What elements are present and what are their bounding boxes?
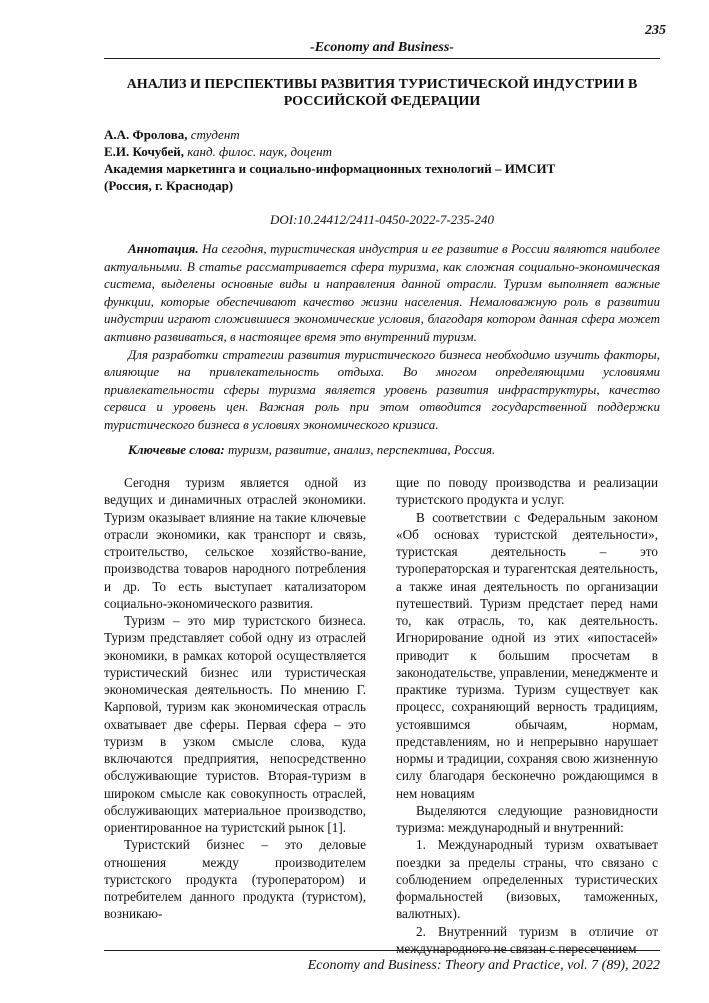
body-column-left <box>104 474 366 923</box>
author-2-name: Е.И. Кочубей, <box>104 144 184 159</box>
body-paragraph: Выделяются следующие разновидности туризма: международный и внутренний: <box>396 802 658 835</box>
abstract-label: Аннотация. <box>128 241 199 256</box>
author-block <box>104 126 660 194</box>
keywords-text: туризм, развитие, анализ, перспектива, Россия. <box>228 442 496 457</box>
author-2 <box>104 143 660 160</box>
keywords-label: Ключевые слова: <box>128 442 225 457</box>
author-1 <box>104 126 660 143</box>
affiliation-line-2: (Россия, г. Краснодар) <box>104 178 234 193</box>
footer-rule <box>104 950 660 951</box>
abstract-paragraph-1 <box>104 240 660 346</box>
page-number: 235 <box>645 23 666 38</box>
body-paragraph: 2. Внутренний туризм в отличие от международного не связан с пересечением <box>396 923 658 956</box>
running-head: -Economy and Business- <box>310 40 454 55</box>
author-1-name: А.А. Фролова, <box>104 127 188 142</box>
abstract-paragraph-2: Для разработки стратегии развития туристического бизнеса необходимо изучить факторы, влияющие на привлекательность отдыха. Во многом определяющими условиями привлекательности сферы туризма является уровень развития инфраструктуры, качество сервиса и уровень цен. Важная роль при этом отводится государственной поддержки туристического бизнеса в условиях экономического кризиса. <box>104 346 660 432</box>
abstract-text-1: На сегодня, туристическая индустрия и ее развитие в России являются наиболее актуальными. В статье рассматривается сфера туризма, как сложная социально-экономическая система, выделены основные виды и направления данной отрасли. Туризм выполняет важные функции, которые обеспечивают качество жизни населения. Немаловажную роль в развитии индустрии играют сложившиеся экономические условия, благодаря котором данная сфера может активно развиваться, в настоящее время это внутренний туризм. <box>104 241 661 344</box>
body-column-right <box>396 474 658 957</box>
author-1-role: студент <box>190 127 240 142</box>
body-paragraph-continued: щие по поводу производства и реализации туристского продукта и услуг. <box>396 475 658 508</box>
abstract <box>104 240 660 434</box>
author-2-role: канд. филос. наук, доцент <box>187 144 332 159</box>
journal-citation: Economy and Business: Theory and Practice, vol. 7 (89), 2022 <box>307 958 660 973</box>
keywords <box>104 441 660 458</box>
body-paragraph: Туристский бизнес – это деловые отношения между производителем туристского продукта (туроператором) и потребителем данного продукта (туристом), возникаю- <box>104 837 366 922</box>
doi: DOI:10.24412/2411-0450-2022-7-235-240 <box>270 212 494 227</box>
header-rule <box>104 58 660 59</box>
affiliation-line-1: Академия маркетинга и социально-информационных технологий – ИМСИТ <box>104 161 556 176</box>
body-paragraph: В соответствии с Федеральным законом «Об основах туристской деятельности», туристская деятельность – это туроператорская и турагентская деятельность, а также иная деятельность по организации путешествий. Туризм предстает перед нами то, как отрасль, то, как деятельность. Игнорирование одной из этих «ипостасей» приводит к большим просчетам в законодательстве, управлении, менеджменте и практике туризма. Туризм существует как процесс, сохраняющий верность традициям, устоявшимся обычаям, нормам, представлениям, но и непрерывно нарушает нормы и традиции, сохраняя свою жизненную силу благодаря бесконечно рождающимся в нем новациям <box>396 509 658 801</box>
article-title: АНАЛИЗ И ПЕРСПЕКТИВЫ РАЗВИТИЯ ТУРИСТИЧЕСКОЙ ИНДУСТРИИ В РОССИЙСКОЙ ФЕДЕРАЦИИ <box>126 77 638 109</box>
body-paragraph: Сегодня туризм является одной из ведущих и динамичных отраслей экономики. Туризм оказывает влияние на такие ключевые отрасли экономики, как транспорт и связь, строительство, сельское хозяйство-вание, производства товаров народного потребления и др. То есть выступает катализатором социально-экономического развития. <box>104 475 366 611</box>
body-paragraph: 1. Международный туризм охватывает поездки за пределы страны, что связано с соблюдением определенных туристических формальностей (визовых, таможенных, валютных). <box>396 837 658 922</box>
body-paragraph: Туризм – это мир туристского бизнеса. Туризм представляет собой одну из отраслей экономики, в рамках которой осуществляется туристический бизнес или туристическая экономическая деятельность. По мнению Г. Карповой, туризм как экономическая отрасль охватывает две сферы. Первая сфера – это туризм в узком смысле слова, куда включаются предприятия, непосредственно обслуживающие туристов. Вторая-туризм в широком смысле как совокупность отраслей, обслуживающих материальное производство, ориентированное на туристский рынок [1]. <box>104 613 366 835</box>
